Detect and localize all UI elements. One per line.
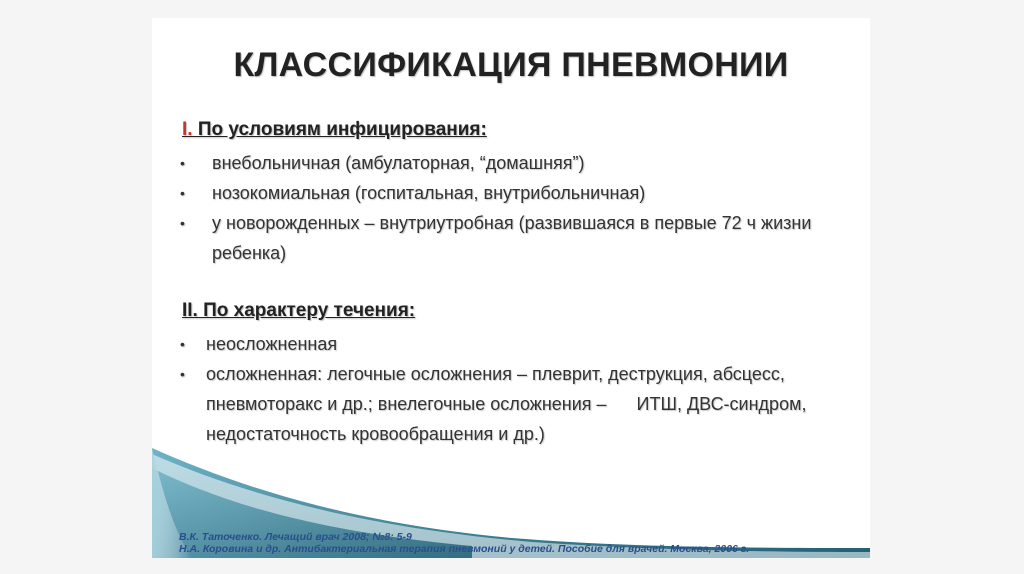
bullet-icon: • (180, 155, 185, 171)
section-2-list (176, 329, 866, 449)
bullet-icon: • (180, 336, 185, 352)
section-1-list (176, 148, 846, 268)
reference-line: В.К. Таточенко. Лечащий врач 2008; №8: 5-9 (179, 531, 412, 543)
bullet-icon: • (180, 185, 185, 201)
section-1-number: I. (182, 119, 193, 140)
bullet-icon: • (180, 215, 185, 231)
section-2-heading: II. По характеру течения: (182, 300, 416, 321)
list-item: • внебольничная (амбулаторная, “домашняя”) (176, 148, 846, 178)
section-1-heading-text: По условиям инфицирования: (192, 119, 487, 140)
list-item: • у новорожденных – внутриутробная (развившаяся в первые 72 ч жизни ребенка) (176, 208, 846, 268)
references (179, 531, 749, 555)
slide-title: КЛАССИФИКАЦИЯ ПНЕВМОНИИ (233, 46, 789, 84)
bullet-icon: • (180, 366, 185, 382)
list-item: • неосложненная (176, 329, 866, 359)
list-item: • осложненная: легочные осложнения – плеврит, деструкция, абсцесс, пневмоторакс и др.; внелегочные осложнения – ИТШ, ДВС-синдром, недостаточность кровообращения и др.) (176, 359, 866, 449)
presentation-slide (152, 18, 870, 558)
section-1-heading (182, 119, 487, 141)
reference-line: Н.А. Коровина и др. Антибактериальная терапия пневмоний у детей. Пособие для врачей. Москва, 2006 г. (179, 543, 750, 555)
list-item: • нозокомиальная (госпитальная, внутрибольничная) (176, 178, 846, 208)
